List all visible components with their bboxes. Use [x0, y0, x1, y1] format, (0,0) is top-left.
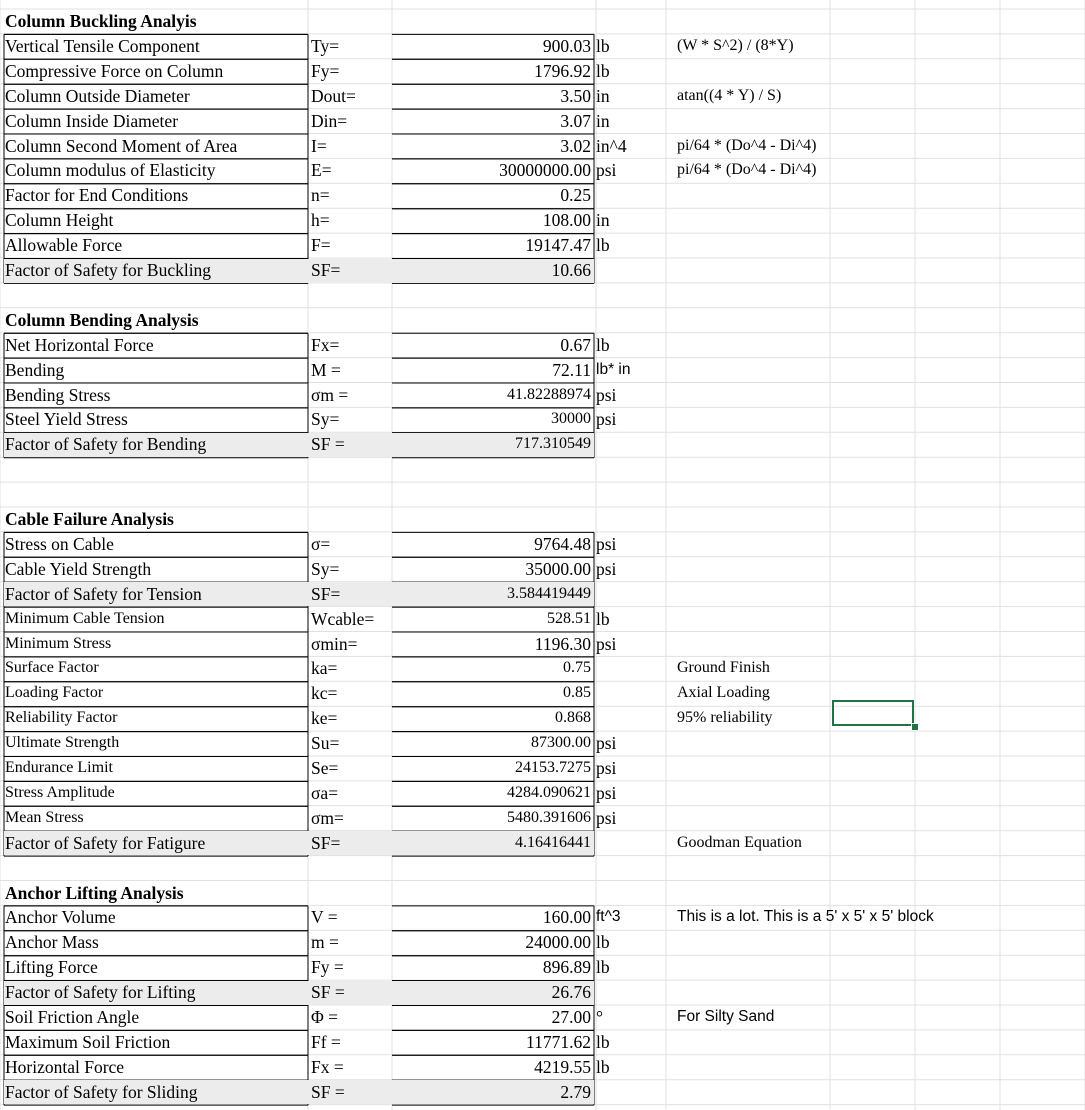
- row-symbol[interactable]: Fy=: [311, 60, 340, 81]
- row-symbol[interactable]: F=: [311, 235, 331, 256]
- row-symbol[interactable]: σm=: [311, 807, 344, 828]
- row-value[interactable]: 24000.00: [525, 932, 591, 953]
- row-value[interactable]: 3.07: [560, 110, 591, 131]
- row-value[interactable]: 4219.55: [534, 1056, 591, 1077]
- row-value[interactable]: 4284.090621: [507, 783, 591, 801]
- row-label[interactable]: Factor of Safety for Bending: [5, 434, 207, 455]
- row-unit[interactable]: psi: [596, 533, 617, 554]
- row-label[interactable]: Steel Yield Stress: [5, 409, 128, 430]
- row-symbol[interactable]: σm =: [311, 384, 349, 405]
- row-symbol[interactable]: Su=: [311, 733, 340, 754]
- row-symbol[interactable]: SF =: [311, 434, 345, 455]
- row-unit[interactable]: lb: [596, 60, 610, 81]
- row-value[interactable]: 1796.92: [534, 60, 591, 81]
- row-value[interactable]: 87300.00: [531, 734, 591, 752]
- row-unit[interactable]: psi: [596, 384, 617, 405]
- row-unit[interactable]: lb: [596, 608, 610, 629]
- row-value[interactable]: 24153.7275: [515, 759, 591, 776]
- row-unit[interactable]: ft^3: [596, 908, 621, 926]
- row-symbol[interactable]: I=: [311, 135, 327, 156]
- row-symbol[interactable]: Φ =: [311, 1007, 339, 1027]
- section-title[interactable]: Anchor Lifting Analysis: [5, 882, 184, 903]
- row-symbol[interactable]: Ty=: [311, 35, 340, 56]
- row-note[interactable]: Ground Finish: [677, 659, 770, 677]
- row-unit[interactable]: lb* in: [596, 360, 631, 378]
- row-label[interactable]: Reliability Factor: [5, 709, 118, 727]
- row-value[interactable]: 528.51: [547, 609, 591, 627]
- row-symbol[interactable]: ke=: [311, 708, 338, 729]
- row-unit[interactable]: psi: [596, 733, 617, 754]
- row-symbol[interactable]: Fx =: [311, 1056, 344, 1077]
- row-label[interactable]: Endurance Limit: [5, 759, 113, 776]
- row-symbol[interactable]: m =: [311, 932, 339, 953]
- row-unit[interactable]: psi: [596, 409, 617, 430]
- fill-handle[interactable]: [911, 723, 919, 731]
- row-label[interactable]: Anchor Volume: [5, 907, 116, 928]
- row-label[interactable]: Stress on Cable: [5, 533, 114, 554]
- row-unit[interactable]: psi: [596, 782, 617, 803]
- row-symbol[interactable]: h=: [311, 210, 330, 231]
- row-value[interactable]: 3.02: [560, 135, 591, 156]
- row-label[interactable]: Column Second Moment of Area: [5, 135, 238, 156]
- row-symbol[interactable]: SF=: [311, 832, 341, 853]
- row-value[interactable]: 896.89: [542, 957, 591, 978]
- row-label[interactable]: Column Outside Diameter: [5, 85, 190, 106]
- row-symbol[interactable]: M =: [311, 359, 341, 380]
- row-label[interactable]: Column Inside Diameter: [5, 110, 179, 131]
- row-symbol[interactable]: Fx=: [311, 334, 340, 355]
- row-label[interactable]: Factor of Safety for Tension: [5, 583, 202, 604]
- row-symbol[interactable]: V =: [311, 907, 338, 928]
- row-value[interactable]: 30000: [551, 410, 591, 428]
- row-value[interactable]: 0.75: [563, 659, 591, 677]
- row-symbol[interactable]: Din=: [311, 110, 348, 131]
- active-cell-selection[interactable]: [832, 700, 914, 726]
- row-label[interactable]: Vertical Tensile Component: [5, 35, 200, 56]
- row-label[interactable]: Minimum Cable Tension: [5, 609, 165, 627]
- row-symbol[interactable]: Sy=: [311, 558, 340, 579]
- row-value[interactable]: 0.25: [560, 185, 591, 206]
- row-label[interactable]: Allowable Force: [5, 235, 123, 256]
- row-note[interactable]: 95% reliability: [677, 709, 773, 727]
- row-unit[interactable]: lb: [596, 35, 610, 56]
- row-unit[interactable]: lb: [596, 957, 610, 978]
- row-symbol[interactable]: SF =: [311, 982, 345, 1003]
- row-note[interactable]: This is a lot. This is a 5' x 5' x 5' block: [677, 908, 934, 926]
- row-value[interactable]: 11771.62: [526, 1031, 591, 1052]
- row-label[interactable]: Factor of Safety for Buckling: [5, 260, 212, 280]
- row-value[interactable]: 26.76: [551, 982, 591, 1003]
- row-label[interactable]: Mean Stress: [5, 808, 84, 826]
- row-symbol[interactable]: SF=: [311, 260, 341, 280]
- section-title[interactable]: Column Bending Analysis: [5, 309, 199, 330]
- row-value[interactable]: 160.00: [542, 907, 591, 928]
- row-note[interactable]: atan((4 * Y) / S): [677, 86, 782, 104]
- row-label[interactable]: Bending Stress: [5, 384, 111, 405]
- row-unit[interactable]: lb: [596, 1031, 610, 1052]
- row-unit[interactable]: in: [596, 110, 610, 131]
- row-note[interactable]: pi/64 * (Do^4 - Di^4): [677, 161, 817, 179]
- row-note[interactable]: Goodman Equation: [677, 833, 802, 851]
- row-unit[interactable]: lb: [596, 334, 610, 355]
- row-symbol[interactable]: Wcable=: [311, 608, 375, 629]
- row-symbol[interactable]: σa=: [311, 782, 339, 803]
- row-unit[interactable]: psi: [596, 758, 617, 778]
- row-symbol[interactable]: SF=: [311, 583, 341, 604]
- row-label[interactable]: Factor of Safety for Sliding: [5, 1081, 198, 1102]
- row-symbol[interactable]: E=: [311, 160, 332, 181]
- row-label[interactable]: Anchor Mass: [5, 932, 99, 953]
- row-value[interactable]: 3.584419449: [507, 584, 591, 602]
- row-label[interactable]: Lifting Force: [5, 957, 98, 978]
- row-unit[interactable]: psi: [596, 160, 617, 181]
- row-value[interactable]: 0.868: [555, 709, 591, 727]
- row-label[interactable]: Loading Factor: [5, 684, 104, 702]
- row-unit[interactable]: psi: [596, 807, 617, 828]
- row-symbol[interactable]: σmin=: [311, 633, 358, 654]
- row-label[interactable]: Column modulus of Elasticity: [5, 160, 216, 181]
- row-value[interactable]: 0.67: [560, 334, 591, 355]
- row-note[interactable]: For Silty Sand: [677, 1008, 775, 1025]
- row-label[interactable]: Stress Amplitude: [5, 783, 115, 801]
- row-label[interactable]: Minimum Stress: [5, 634, 112, 652]
- row-value[interactable]: 35000.00: [525, 558, 591, 579]
- row-value[interactable]: 19147.47: [525, 235, 591, 256]
- row-value[interactable]: 5480.391606: [507, 808, 591, 826]
- row-value[interactable]: 2.79: [560, 1081, 591, 1102]
- row-note[interactable]: (W * S^2) / (8*Y): [677, 36, 794, 54]
- row-label[interactable]: Soil Friction Angle: [5, 1007, 140, 1027]
- row-label[interactable]: Factor for End Conditions: [5, 185, 189, 206]
- row-value[interactable]: 4.16416441: [515, 833, 591, 851]
- row-value[interactable]: 108.00: [542, 210, 591, 231]
- row-unit[interactable]: in: [596, 210, 610, 231]
- section-title[interactable]: Column Buckling Analyis: [5, 11, 197, 31]
- row-value[interactable]: 1196.30: [534, 633, 591, 654]
- row-symbol[interactable]: ka=: [311, 658, 338, 679]
- row-label[interactable]: Surface Factor: [5, 659, 99, 677]
- row-value[interactable]: 72.11: [552, 359, 591, 380]
- row-unit[interactable]: lb: [596, 1056, 610, 1077]
- row-symbol[interactable]: Ff =: [311, 1031, 341, 1052]
- row-label[interactable]: Column Height: [5, 210, 114, 231]
- row-label[interactable]: Bending: [5, 359, 65, 380]
- row-symbol[interactable]: Se=: [311, 758, 339, 778]
- row-unit[interactable]: lb: [596, 235, 610, 256]
- row-label[interactable]: Net Horizontal Force: [5, 334, 154, 355]
- row-symbol[interactable]: σ=: [311, 533, 331, 554]
- row-label[interactable]: Cable Yield Strength: [5, 558, 152, 579]
- row-label[interactable]: Horizontal Force: [5, 1056, 125, 1077]
- row-unit[interactable]: in^4: [596, 135, 627, 156]
- row-note[interactable]: Axial Loading: [677, 684, 770, 702]
- row-value[interactable]: 3.50: [560, 85, 591, 106]
- row-label[interactable]: Factor of Safety for Lifting: [5, 982, 196, 1003]
- row-value[interactable]: 9764.48: [534, 533, 591, 554]
- section-title[interactable]: Cable Failure Analysis: [5, 509, 174, 529]
- row-symbol[interactable]: Dout=: [311, 85, 356, 106]
- row-note[interactable]: pi/64 * (Do^4 - Di^4): [677, 136, 817, 154]
- row-value[interactable]: 900.03: [542, 35, 591, 56]
- row-symbol[interactable]: SF =: [311, 1081, 345, 1102]
- row-unit[interactable]: psi: [596, 633, 617, 654]
- row-value[interactable]: 0.85: [563, 684, 591, 702]
- row-value[interactable]: 41.82288974: [507, 385, 591, 403]
- row-symbol[interactable]: kc=: [311, 683, 338, 704]
- row-unit[interactable]: °: [596, 1007, 603, 1027]
- row-label[interactable]: Maximum Soil Friction: [5, 1031, 171, 1052]
- row-value[interactable]: 27.00: [551, 1007, 591, 1027]
- row-value[interactable]: 717.310549: [515, 435, 591, 453]
- row-value[interactable]: 10.66: [551, 260, 591, 280]
- row-symbol[interactable]: Sy=: [311, 409, 340, 430]
- row-unit[interactable]: in: [596, 85, 610, 106]
- row-unit[interactable]: lb: [596, 932, 610, 953]
- row-unit[interactable]: psi: [596, 558, 617, 579]
- row-label[interactable]: Ultimate Strength: [5, 734, 120, 752]
- row-symbol[interactable]: Fy =: [311, 957, 344, 978]
- row-symbol[interactable]: n=: [311, 185, 330, 206]
- row-value[interactable]: 30000000.00: [499, 160, 591, 181]
- row-label[interactable]: Factor of Safety for Fatigure: [5, 832, 206, 853]
- row-label[interactable]: Compressive Force on Column: [5, 60, 224, 81]
